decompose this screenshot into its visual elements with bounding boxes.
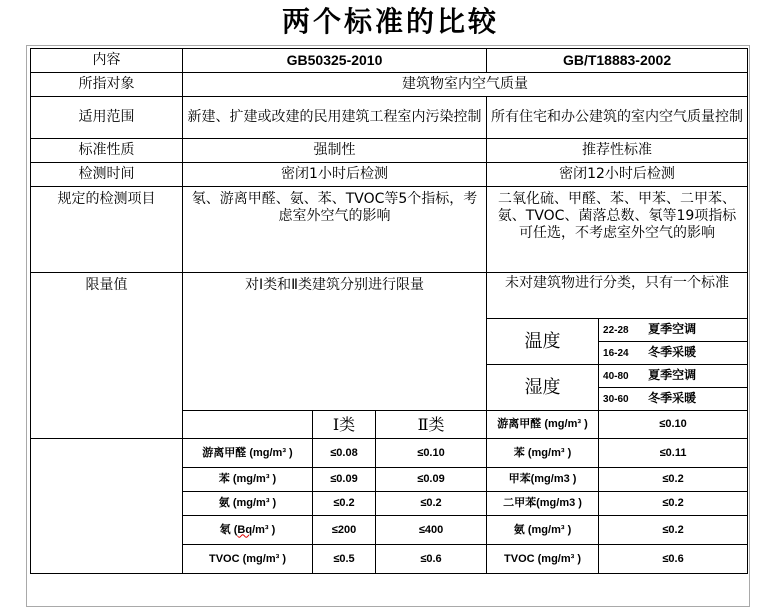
cell-a: 新建、扩建或改建的民用建筑工程室内污染控制 (183, 97, 487, 139)
limit-b-value: ≤0.6 (599, 545, 748, 574)
header-gbt18883: GB/T18883-2002 (487, 49, 748, 73)
range-mode: 冬季采暖 (648, 391, 697, 405)
humid-range (599, 365, 748, 388)
class-1-header: Ⅰ类 (313, 411, 376, 439)
row-nature (31, 139, 748, 163)
limit-a-c2: ≤0.6 (376, 545, 487, 574)
limit-row (31, 516, 748, 545)
row-object (31, 73, 748, 97)
limit-a-c2: ≤400 (376, 516, 487, 545)
row-limit (31, 273, 748, 319)
limit-b-value: ≤0.11 (599, 439, 748, 468)
cell-b: 未对建筑物进行分类，只有一个标准 (487, 273, 748, 319)
cell-a: 密闭1小时后检测 (183, 163, 487, 187)
header-row (31, 49, 748, 73)
limit-b-name: 二甲苯(mg/m3 ) (487, 492, 599, 516)
temp-range (599, 319, 748, 342)
cell-a: 氡、游离甲醛、氨、苯、TVOC等5个指标，考虑室外空气的影响 (183, 187, 487, 273)
limit-a-c1: ≤0.5 (313, 545, 376, 574)
limit-a-name: TVOC (mg/m³ ) (183, 545, 313, 574)
blank-cell (31, 468, 183, 492)
limit-b-value: ≤0.2 (599, 516, 748, 545)
page-title: 两个标准的比较 (281, 5, 499, 38)
row-label: 标准性质 (31, 139, 183, 163)
row-value: 建筑物室内空气质量 (183, 73, 748, 97)
limit-b-value: ≤0.10 (599, 411, 748, 439)
limit-b-value: ≤0.2 (599, 468, 748, 492)
range-mode: 夏季空调 (648, 322, 697, 336)
limit-a-name: 苯 (mg/m³ ) (183, 468, 313, 492)
limit-row (31, 439, 748, 468)
limit-b-value: ≤0.2 (599, 492, 748, 516)
blank-cell (31, 439, 183, 468)
cell-a: 对Ⅰ类和Ⅱ类建筑分别进行限量 (183, 273, 487, 411)
header-content: 内容 (31, 49, 183, 73)
cell-b: 所有住宅和办公建筑的室内空气质量控制 (487, 97, 748, 139)
temp-label: 温度 (487, 319, 599, 365)
header-gb50325: GB50325-2010 (183, 49, 487, 73)
limit-a-name: 游离甲醛 (mg/m³ ) (183, 439, 313, 468)
row-items (31, 187, 748, 273)
cell-b: 密闭12小时后检测 (487, 163, 748, 187)
range-value: 16-24 (603, 348, 629, 359)
limit-a-c2: ≤0.2 (376, 492, 487, 516)
row-label: 适用范围 (31, 97, 183, 139)
limit-a-c2: ≤0.10 (376, 439, 487, 468)
limit-a-c1: ≤0.2 (313, 492, 376, 516)
limit-a-name (183, 516, 313, 545)
blank-cell (183, 411, 313, 439)
row-label: 限量值 (31, 273, 183, 439)
humid-label: 湿度 (487, 365, 599, 411)
comparison-table (30, 48, 748, 574)
cell-b: 二氧化硫、甲醛、苯、甲苯、二甲苯、氨、TVOC、菌落总数、氡等19项指标可任选，不考虑室外空气的影响 (487, 187, 748, 273)
blank-cell (31, 492, 183, 516)
blank-cell (31, 545, 183, 574)
range-mode: 夏季空调 (648, 368, 697, 382)
limit-b-name: 游离甲醛 (mg/m³ ) (487, 411, 599, 439)
cell-a: 强制性 (183, 139, 487, 163)
range-value: 40-80 (603, 371, 629, 382)
limit-a-c2: ≤0.09 (376, 468, 487, 492)
row-time (31, 163, 748, 187)
limit-row (31, 468, 748, 492)
range-value: 30-60 (603, 394, 629, 405)
name-part: /m³ ) (252, 523, 276, 536)
limit-b-name: TVOC (mg/m³ ) (487, 545, 599, 574)
limit-a-name: 氨 (mg/m³ ) (183, 492, 313, 516)
limit-a-c1: ≤0.08 (313, 439, 376, 468)
row-scope (31, 97, 748, 139)
limit-a-c1: ≤0.09 (313, 468, 376, 492)
row-label: 所指对象 (31, 73, 183, 97)
name-part: 氡 ( (219, 523, 238, 536)
row-label: 检测时间 (31, 163, 183, 187)
limit-b-name: 甲苯(mg/m3 ) (487, 468, 599, 492)
limit-b-name: 苯 (mg/m³ ) (487, 439, 599, 468)
range-mode: 冬季采暖 (648, 345, 697, 359)
temp-range (599, 342, 748, 365)
limit-b-name: 氨 (mg/m³ ) (487, 516, 599, 545)
blank-cell (31, 516, 183, 545)
class-2-header: Ⅱ类 (376, 411, 487, 439)
name-part: Bq (237, 523, 253, 536)
humid-range (599, 388, 748, 411)
limit-a-c1: ≤200 (313, 516, 376, 545)
range-value: 22-28 (603, 325, 629, 336)
cell-b: 推荐性标准 (487, 139, 748, 163)
limit-row (31, 545, 748, 574)
limit-row (31, 492, 748, 516)
row-label: 规定的检测项目 (31, 187, 183, 273)
